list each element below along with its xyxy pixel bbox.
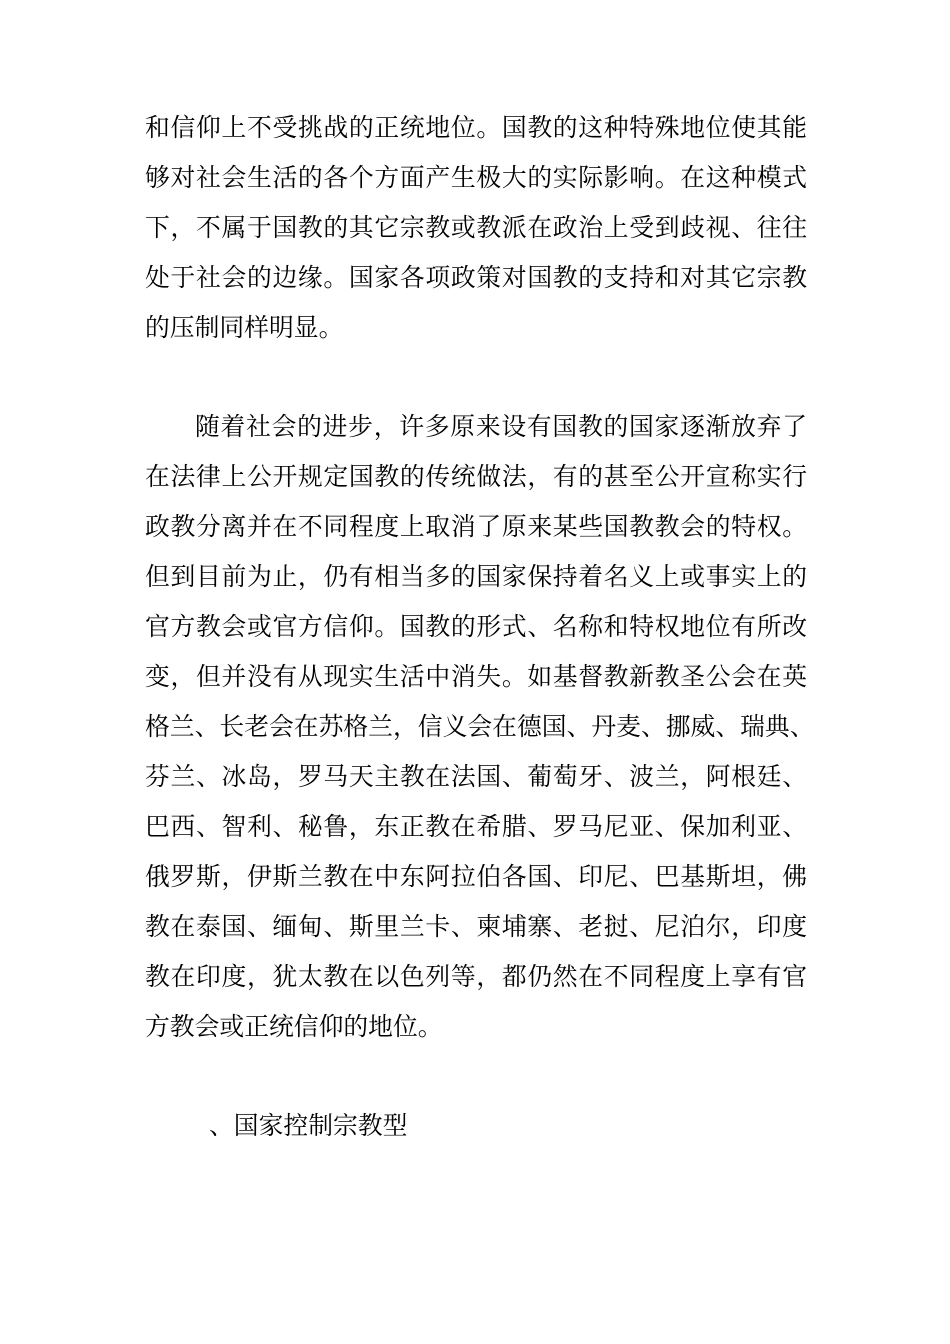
paragraph-line: 俄罗斯，伊斯兰教在中东阿拉伯各国、印尼、巴基斯坦，佛 (145, 862, 807, 891)
paragraph-line: 的压制同样明显。 (145, 313, 344, 342)
paragraph-line: 够对社会生活的各个方面产生极大的实际影响。在这种模式 (145, 163, 807, 192)
paragraph-line: 变，但并没有从现实生活中消失。如基督教新教圣公会在英 (145, 662, 807, 691)
paragraph-line: 但到目前为止，仍有相当多的国家保持着名义上或事实上的 (145, 562, 807, 591)
paragraph-line: 芬兰、冰岛，罗马天主教在法国、葡萄牙、波兰，阿根廷、 (145, 762, 807, 791)
paragraph-line: 格兰、长老会在苏格兰，信义会在德国、丹麦、挪威、瑞典、 (145, 712, 815, 741)
paragraph-line: 教在泰国、缅甸、斯里兰卡、柬埔寨、老挝、尼泊尔，印度 (145, 912, 807, 941)
paragraph-line: 在法律上公开规定国教的传统做法，有的甚至公开宣称实行 (145, 462, 807, 491)
paragraph-line: 方教会或正统信仰的地位。 (145, 1012, 443, 1041)
paragraph-line: 随着社会的进步，许多原来设有国教的国家逐渐放弃了 (195, 412, 807, 441)
paragraph-line: 和信仰上不受挑战的正统地位。国教的这种特殊地位使其能 (145, 113, 807, 142)
paragraph-line: 官方教会或官方信仰。国教的形式、名称和特权地位有所改 (145, 612, 807, 641)
section-heading: 、国家控制宗教型 (209, 1111, 408, 1140)
paragraph-line: 教在印度，犹太教在以色列等，都仍然在不同程度上享有官 (145, 962, 807, 991)
paragraph-line: 下，不属于国教的其它宗教或教派在政治上受到歧视、往往 (145, 213, 807, 242)
paragraph-line: 处于社会的边缘。国家各项政策对国教的支持和对其它宗教 (145, 263, 807, 292)
paragraph-line: 政教分离并在不同程度上取消了原来某些国教教会的特权。 (145, 512, 807, 541)
paragraph-line: 巴西、智利、秘鲁，东正教在希腊、罗马尼亚、保加利亚、 (145, 812, 807, 841)
